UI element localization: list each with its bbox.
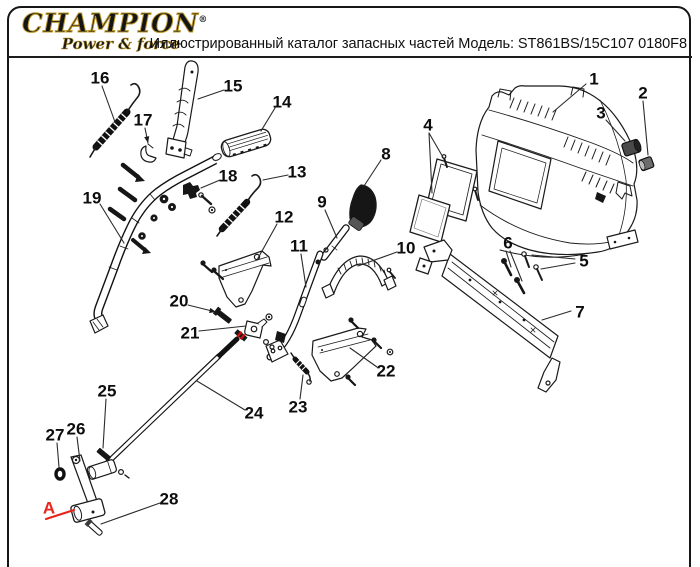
callout-14: 14 xyxy=(272,92,292,112)
callout-7: 7 xyxy=(575,302,585,322)
callout-21: 21 xyxy=(180,323,200,343)
callout-22: 22 xyxy=(376,361,396,381)
callout-5: 5 xyxy=(579,251,589,271)
callout-16: 16 xyxy=(90,68,110,88)
callout-10: 10 xyxy=(396,238,416,258)
brand-name: CHAMPION® xyxy=(22,9,208,39)
callout-11: 11 xyxy=(290,236,308,256)
callout-25: 25 xyxy=(97,381,117,401)
callout-6: 6 xyxy=(503,233,513,253)
registered-mark: ® xyxy=(198,15,208,25)
callout-4: 4 xyxy=(423,115,433,135)
callout-2: 2 xyxy=(638,83,648,103)
callout-27: 27 xyxy=(45,425,65,445)
catalog-title: Иллюстрированный каталог запасных частей Модель: ST861BS/15C107 0180F8 xyxy=(149,36,687,52)
callout-A: A xyxy=(42,498,56,518)
callout-19: 19 xyxy=(82,188,102,208)
callout-3: 3 xyxy=(596,103,606,123)
callout-12: 12 xyxy=(274,207,294,227)
callout-24: 24 xyxy=(244,403,264,423)
callout-23: 23 xyxy=(288,397,308,417)
callout-17: 17 xyxy=(133,110,153,130)
brand-tagline: Power & force xyxy=(61,35,180,53)
callout-9: 9 xyxy=(317,192,327,212)
callout-20: 20 xyxy=(169,291,189,311)
callout-18: 18 xyxy=(218,166,238,186)
callout-13: 13 xyxy=(287,162,307,182)
callout-15: 15 xyxy=(223,76,243,96)
callout-28: 28 xyxy=(159,489,179,509)
callout-1: 1 xyxy=(589,69,599,89)
callout-8: 8 xyxy=(381,144,391,164)
callout-26: 26 xyxy=(66,419,86,439)
